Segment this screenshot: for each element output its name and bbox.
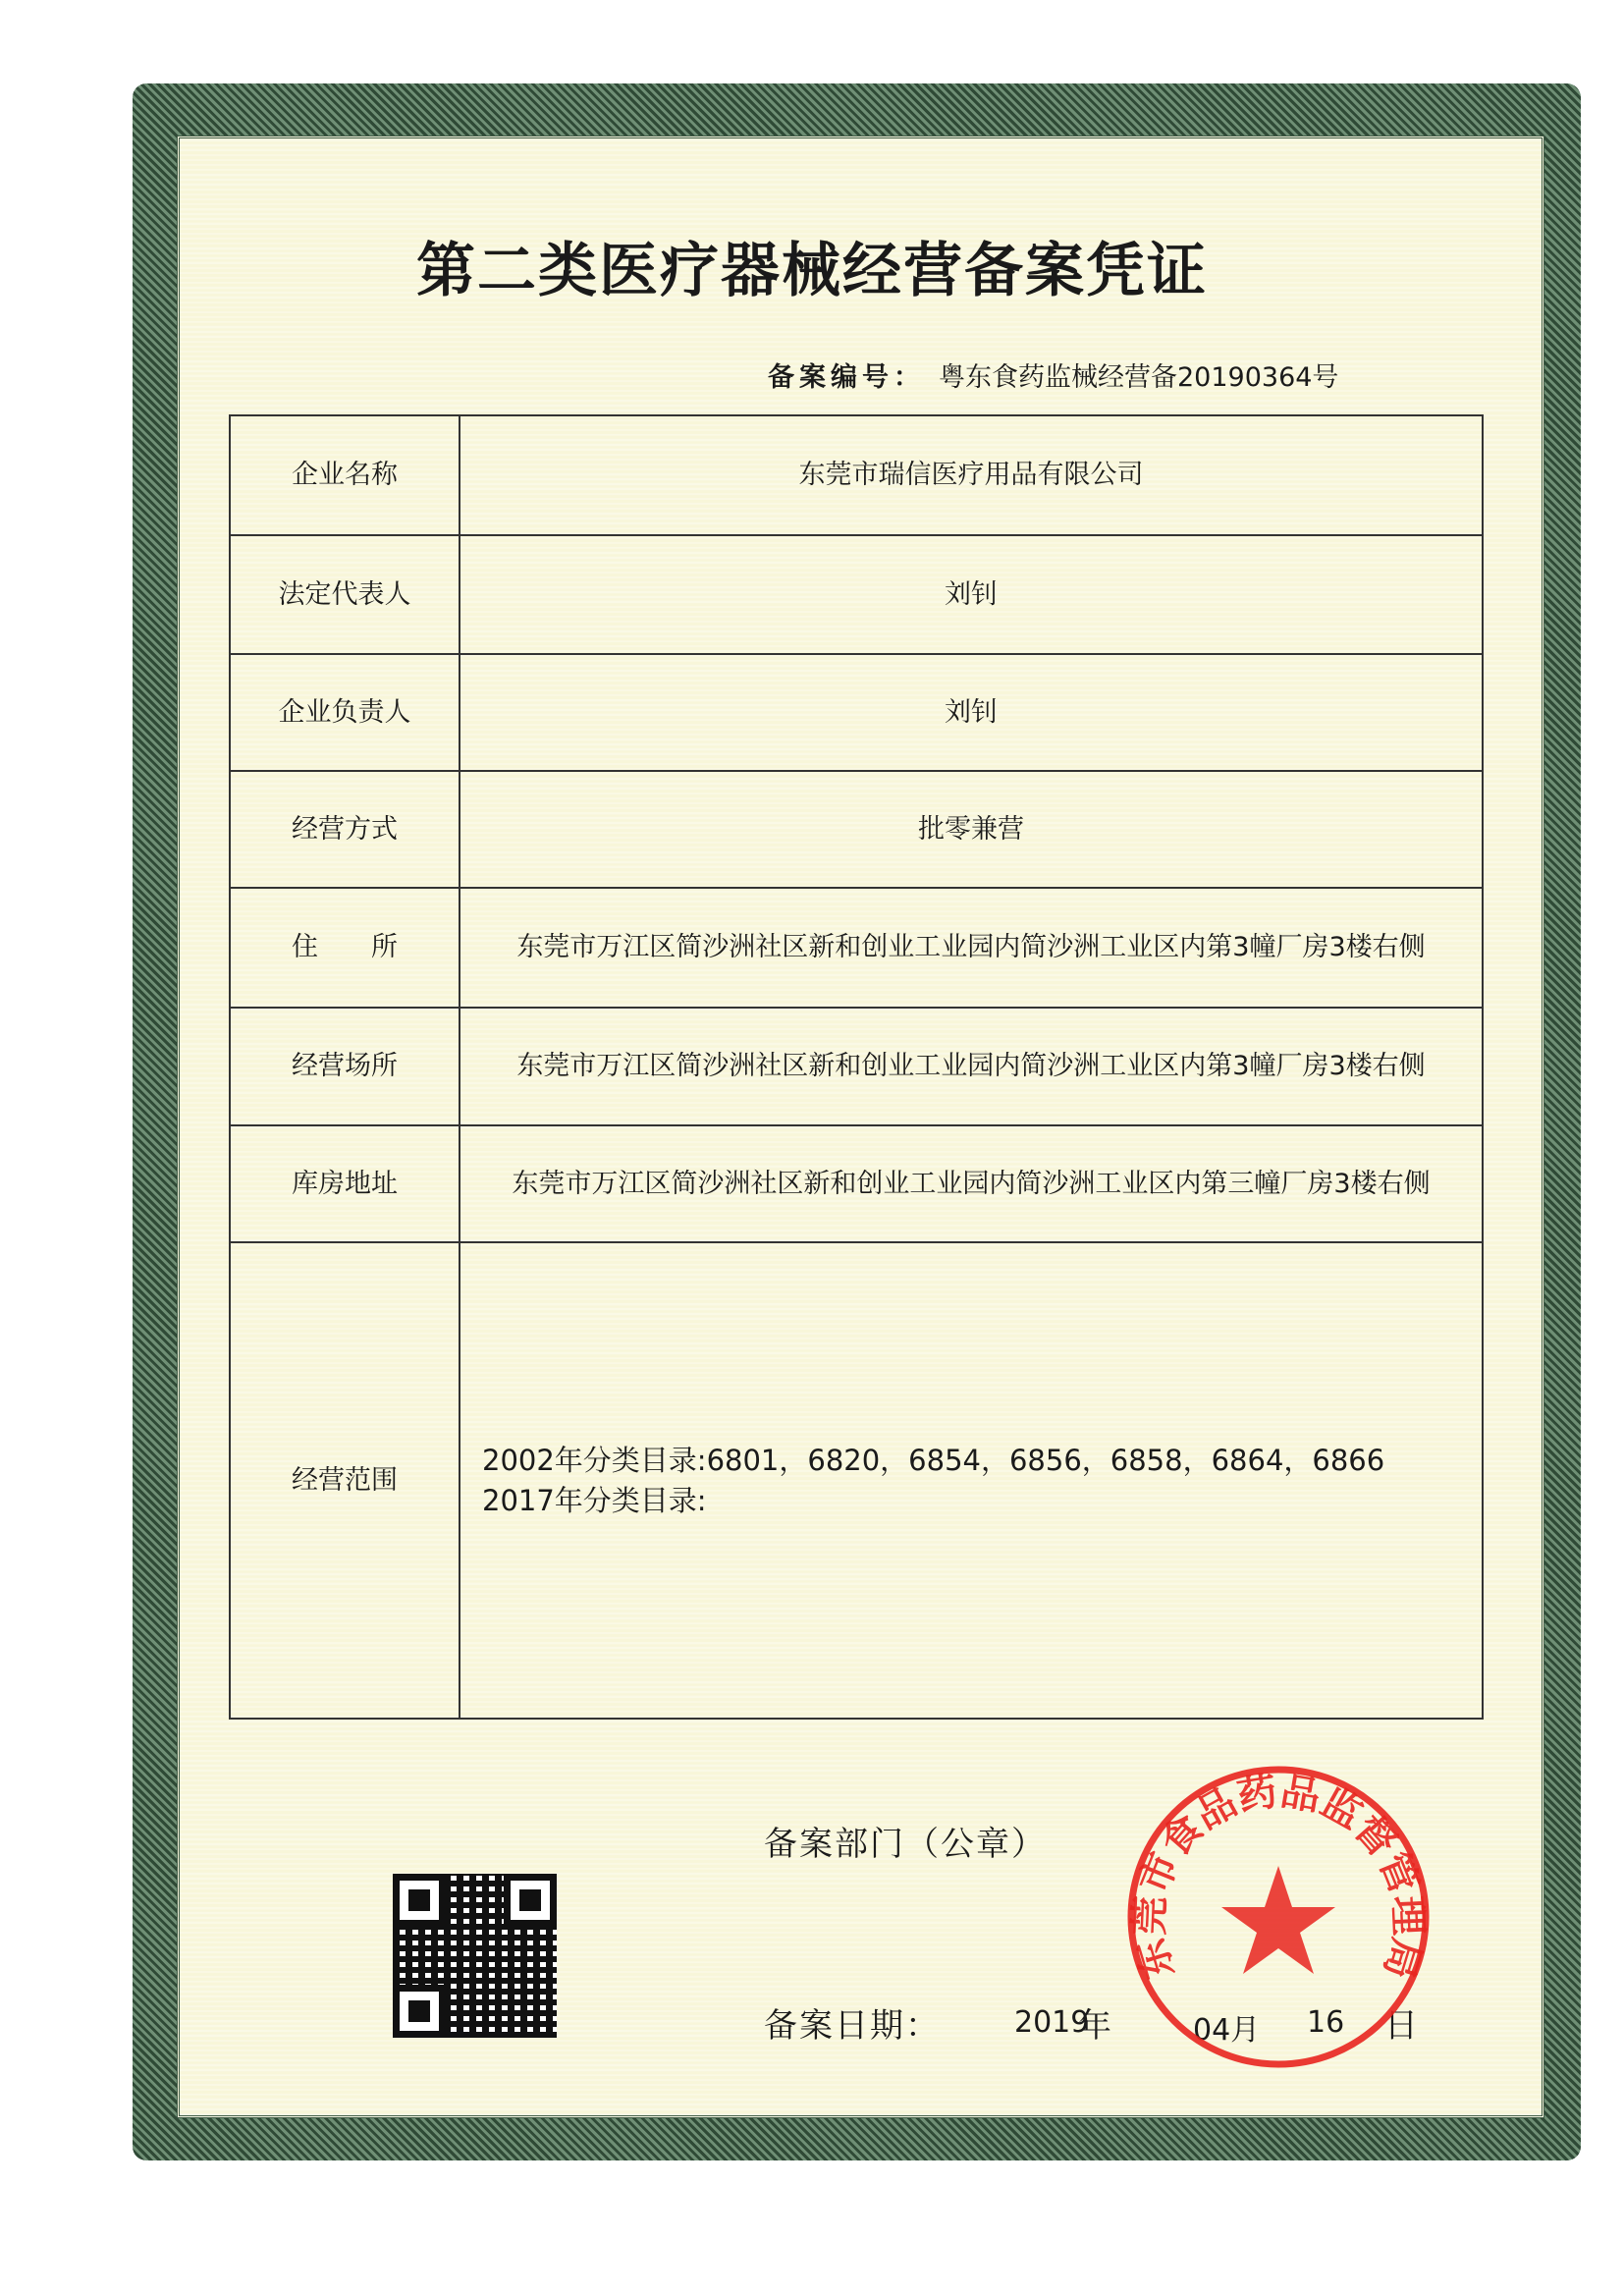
table-row bbox=[230, 415, 1483, 535]
row-label: 库房地址 bbox=[230, 1125, 460, 1242]
table-row bbox=[230, 771, 1483, 888]
row-value: 东莞市万江区简沙洲社区新和创业工业园内简沙洲工业区内第三幢厂房3楼右侧 bbox=[460, 1125, 1483, 1242]
date-month: 04月 bbox=[1193, 2013, 1261, 2048]
table-row bbox=[230, 1008, 1483, 1125]
row-label: 法定代表人 bbox=[230, 535, 460, 654]
row-label: 住 所 bbox=[230, 888, 460, 1008]
date-label: 备案日期： bbox=[764, 2006, 941, 2046]
info-table bbox=[229, 414, 1484, 1720]
row-value: 东莞市万江区简沙洲社区新和创业工业园内简沙洲工业区内第3幢厂房3楼右侧 bbox=[460, 1008, 1483, 1125]
row-label: 企业负责人 bbox=[230, 654, 460, 771]
department-seal-label: 备案部门（公章） bbox=[764, 1825, 1047, 1864]
record-number-value: 粤东食药监械经营备20190364号 bbox=[939, 362, 1339, 393]
qr-finder bbox=[393, 1874, 446, 1927]
scope-label: 经营范围 bbox=[230, 1242, 460, 1719]
table-row bbox=[230, 1125, 1483, 1242]
table-row bbox=[230, 535, 1483, 654]
date-year-unit: 年 bbox=[1078, 2006, 1111, 2046]
date-year: 2019 bbox=[1014, 2005, 1090, 2040]
row-label: 企业名称 bbox=[230, 415, 460, 535]
row-value: 批零兼营 bbox=[460, 771, 1483, 888]
official-seal bbox=[1119, 1758, 1438, 2077]
row-value: 东莞市瑞信医疗用品有限公司 bbox=[460, 415, 1483, 535]
date-day: 16 bbox=[1307, 2005, 1345, 2040]
seal-text: 东莞市食品药品监督管理局 bbox=[1126, 1769, 1432, 1985]
row-label: 经营场所 bbox=[230, 1008, 460, 1125]
row-value: 刘钊 bbox=[460, 654, 1483, 771]
qr-finder bbox=[504, 1874, 557, 1927]
scope-line-2017: 2017年分类目录: bbox=[482, 1483, 707, 1517]
table-row bbox=[230, 888, 1483, 1008]
scope-line-2002: 2002年分类目录:6801，6820，6854，6856，6858，6864，6866 bbox=[482, 1443, 1385, 1477]
table-row bbox=[230, 654, 1483, 771]
certificate-title: 第二类医疗器械经营备案凭证 bbox=[416, 237, 1208, 305]
record-number bbox=[768, 355, 1338, 394]
date-day-unit: 日 bbox=[1384, 2006, 1418, 2046]
scope-value bbox=[460, 1242, 1483, 1719]
row-label: 经营方式 bbox=[230, 771, 460, 888]
row-value: 东莞市万江区简沙洲社区新和创业工业园内简沙洲工业区内第3幢厂房3楼右侧 bbox=[460, 888, 1483, 1008]
star-icon bbox=[1221, 1866, 1335, 1974]
qr-code bbox=[393, 1874, 557, 2038]
row-value: 刘钊 bbox=[460, 535, 1483, 654]
table-row bbox=[230, 1242, 1483, 1719]
record-number-label: 备案编号： bbox=[768, 362, 925, 393]
qr-finder bbox=[393, 1985, 446, 2038]
